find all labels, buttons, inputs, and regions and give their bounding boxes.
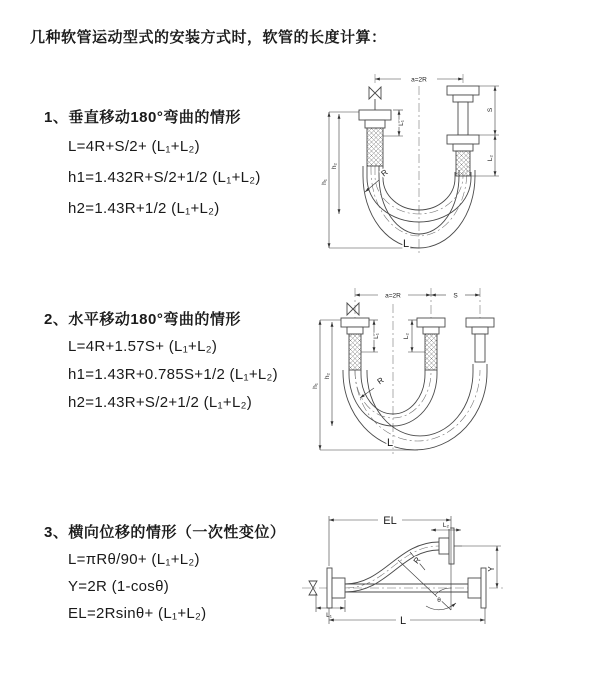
- left-flange: [327, 568, 345, 608]
- diagram-horizontal-bend: [310, 282, 595, 460]
- dim-label-l2: L₂: [487, 154, 494, 162]
- displaced-pipe-fitting: [466, 318, 494, 362]
- valve-icon: [369, 87, 381, 110]
- dim-label-span: a=2R: [385, 292, 401, 300]
- dim-label-length: L: [402, 238, 410, 250]
- section-2-formula-L: L=4R+1.57S+ (L₁+L₂): [68, 338, 218, 355]
- dim-label-length: L: [399, 615, 407, 627]
- right-flange: [468, 568, 486, 608]
- dim-label-h2: h₂: [331, 162, 338, 170]
- dim-label-l1: L₁: [373, 333, 380, 339]
- diagram-lateral-displacement: [298, 502, 593, 654]
- dim-label-h2: h₂: [324, 372, 331, 380]
- dimensions: [316, 515, 501, 627]
- section-1-formula-h2: h2=1.43R+1/2 (L₁+L₂): [68, 200, 220, 217]
- dim-label-length: L: [386, 437, 394, 449]
- hose-u-curves: [343, 364, 487, 450]
- dim-label-span: a=2R: [411, 76, 427, 84]
- dim-label-radius: R: [379, 167, 390, 179]
- section-1-formula-L: L=4R+S/2+ (L₁+L₂): [68, 138, 200, 155]
- dim-label-el: EL: [383, 515, 397, 527]
- section-3-formula-Y: Y=2R (1-cosθ): [68, 578, 170, 595]
- dim-label-h1: h₁: [312, 383, 319, 389]
- dim-label-radius: R: [411, 555, 423, 566]
- centerlines: [375, 74, 463, 256]
- page-title: 几种软管运动型式的安装方式时，软管的长度计算：: [30, 29, 387, 46]
- dim-label-l1: L₁: [398, 120, 405, 126]
- valve-icon: [347, 303, 359, 315]
- dim-label-y: Y: [487, 566, 496, 572]
- middle-pipe-fitting: [417, 318, 445, 370]
- dim-label-radius: R: [375, 375, 386, 387]
- dimensions: [312, 293, 480, 451]
- curved-hose-position: [345, 542, 439, 592]
- section-1-heading: 1、垂直移动180°弯曲的情形: [44, 109, 241, 126]
- centerlines: [355, 288, 480, 454]
- diagram-vertical-bend: [313, 70, 578, 260]
- left-pipe-fitting: [341, 318, 369, 370]
- dim-label-l2: L₂: [442, 522, 450, 529]
- dim-label-s: S: [453, 292, 458, 300]
- section-3-formula-EL: EL=2Rsinθ+ (L₁+L₂): [68, 605, 207, 622]
- dim-label-s: S: [487, 107, 494, 113]
- left-pipe-fitting: [359, 110, 391, 166]
- section-2-formula-h1: h1=1.43R+0.785S+1/2 (L₁+L₂): [68, 366, 278, 383]
- section-1-formula-h1: h1=1.432R+S/2+1/2 (L₁+L₂): [68, 169, 261, 186]
- section-3-heading: 3、横向位移的情形（一次性变位）: [44, 524, 286, 541]
- upper-flange: [439, 528, 454, 564]
- section-2-formula-h2: h2=1.43R+S/2+1/2 (L₁+L₂): [68, 394, 253, 411]
- section-2-heading: 2、水平移动180°弯曲的情形: [44, 311, 241, 328]
- dim-label-l2: L₂: [403, 332, 410, 340]
- dim-label-h1: h₁: [321, 179, 328, 185]
- dim-label-l1: L₁: [326, 612, 332, 619]
- dim-label-theta: θ: [437, 597, 441, 604]
- dimensions: [321, 77, 499, 251]
- right-pipe-fitting: [447, 86, 479, 176]
- section-3-formula-L: L=πRθ/90+ (L₁+L₂): [68, 551, 200, 568]
